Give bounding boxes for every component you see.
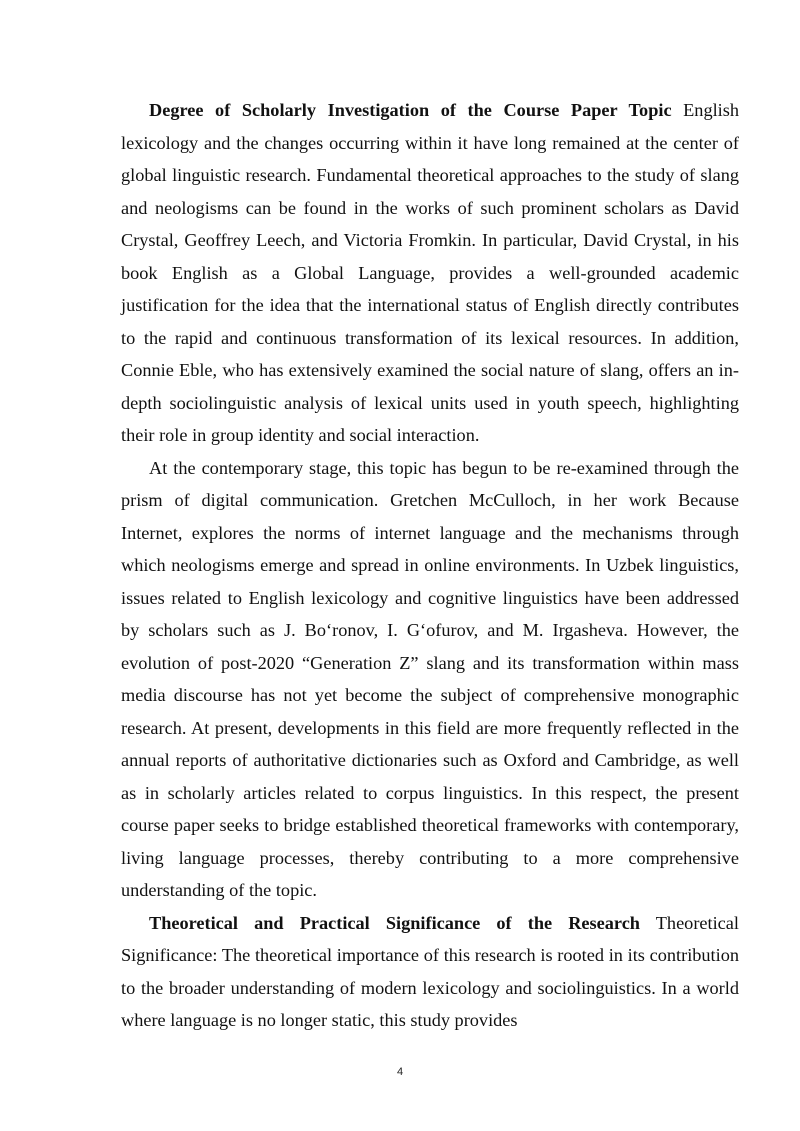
paragraph-scholarly-investigation <box>121 94 739 452</box>
paragraph-text: English lexicology and the changes occurring within it have long remained at the center of global linguistic research. Fundamental theoretical approaches to the study of slang and neologisms can be found in the works of such prominent scholars as David Crystal, Geoffrey Leech, and Victoria Fromkin. In particular, David Crystal, in his book English as a Global Language, provides a well-grounded academic justification for the idea that the international status of English directly contributes to the rapid and continuous transformation of its lexical resources. In addition, Connie Eble, who has extensively examined the social nature of slang, offers an in-depth sociolinguistic analysis of lexical units used in youth speech, highlighting their role in group identity and social interaction. <box>121 100 740 445</box>
section-heading-scholarly-investigation: Degree of Scholarly Investigation of the Course Paper Topic <box>149 100 672 120</box>
section-heading-significance: Theoretical and Practical Significance of the Research <box>149 912 640 933</box>
paragraph-text: At the contemporary stage, this topic has begun to be re-examined through the prism of digital communication. Gretchen McCulloch, in her work Because Internet, explores the norms of internet language and the mechanisms through which neologisms emerge and spread in online environments. In Uzbek linguistics, issues related to English lexicology and cognitive linguistics have been addressed by scholars such as J. Bo‘ronov, I. G‘ofurov, and M. Irgasheva. However, the evolution of post-2020 “Generation Z” slang and its transformation within mass media discourse has not yet become the subject of comprehensive monographic research. At present, developments in this field are more frequently reflected in the annual reports of authoritative dictionaries such as Oxford and Cambridge, as well as in scholarly articles related to corpus linguistics. In this respect, the present course paper seeks to bridge established theoretical frameworks with contemporary, living language processes, thereby contributing to a more comprehensive understanding of the topic. <box>121 457 739 900</box>
paragraph-significance <box>121 907 739 1037</box>
paragraph-contemporary-stage <box>121 452 739 907</box>
paragraph-text: Theoretical Significance: The theoretical importance of this research is rooted in its contribution to the broader understanding of modern lexicology and sociolinguistics. In a world where language is no longer static, this study provides <box>121 912 739 1030</box>
page-number: 4 <box>396 1066 404 1078</box>
page-body <box>121 94 739 1037</box>
